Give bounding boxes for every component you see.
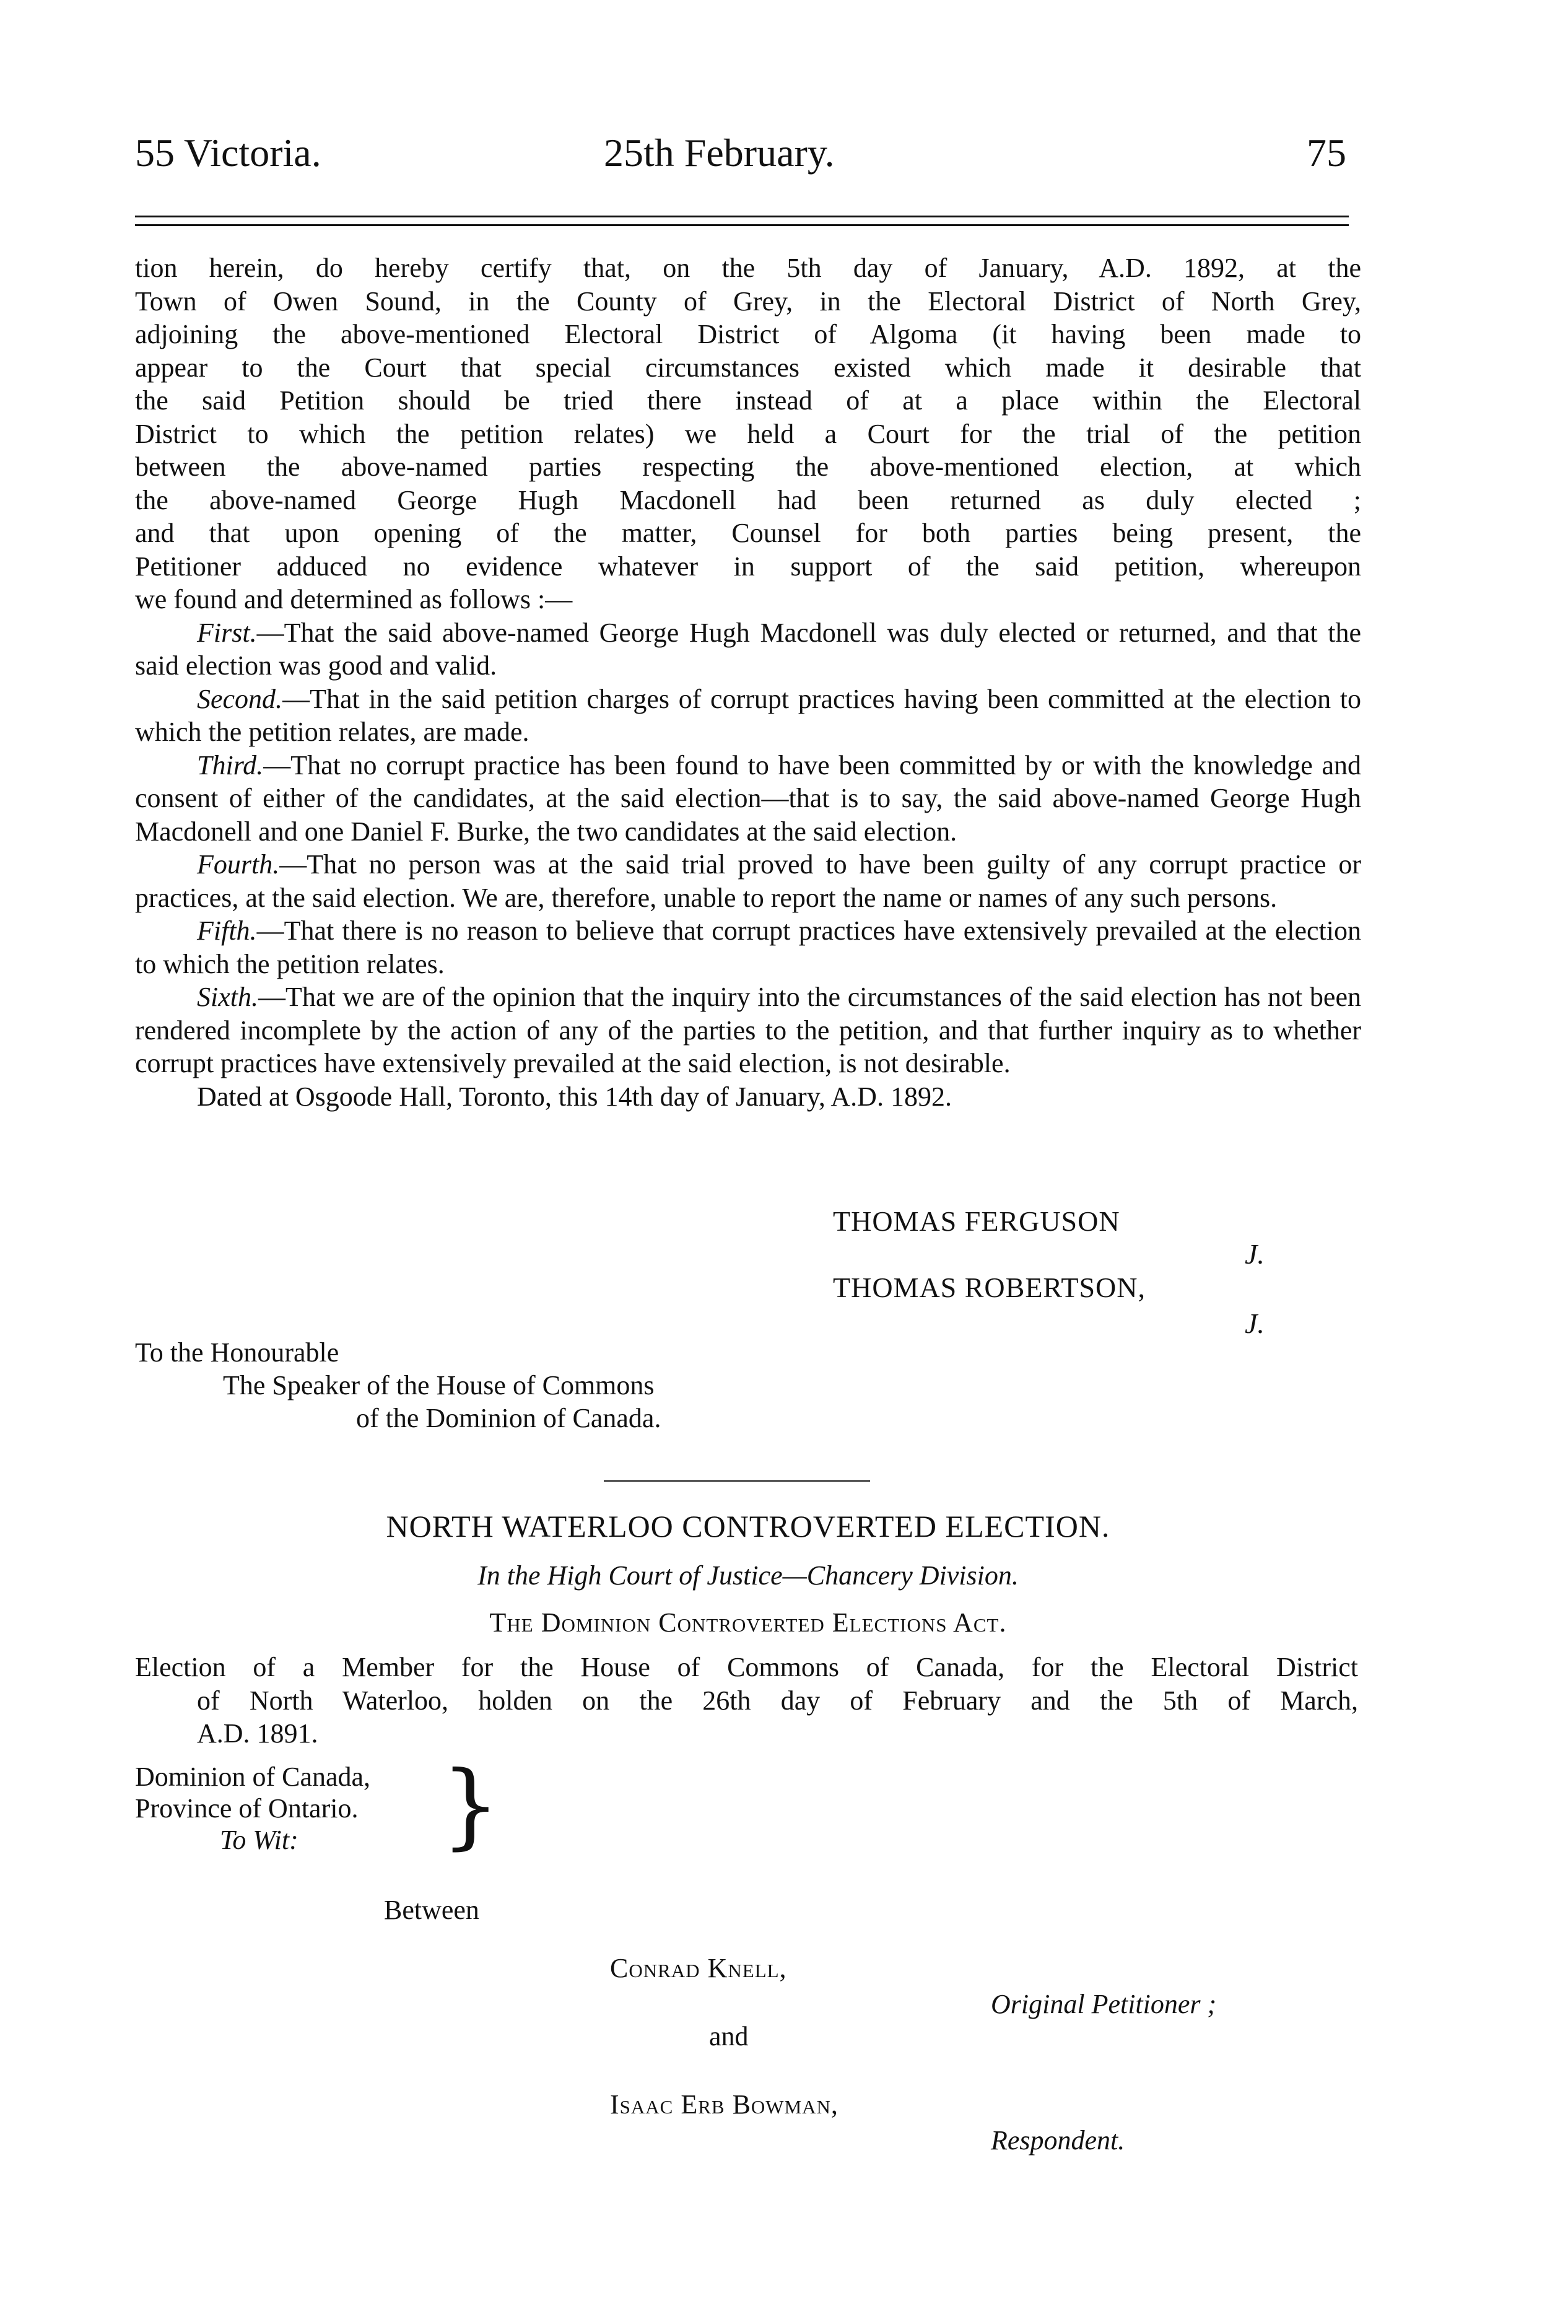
address-line-1: To the Honourable [135,1337,339,1368]
between-label: Between [384,1895,479,1925]
finding-text: —That in the said petition charges of corrupt practices having been committed at the election to which the petition relates, are made. [135,683,1361,747]
text-line: between the above-named parties respecting the above-mentioned election, at which [135,452,1361,482]
address-line-3: of the Dominion of Canada. [356,1403,661,1433]
continuation-paragraph [135,251,1361,616]
finding-text: —That there is no reason to believe that corrupt practices have extensively prevailed at the election to which the petition relates. [135,915,1361,979]
petitioner-name: Conrad Knell, [610,1953,787,1983]
text-line: Petitioner adduced no evidence whatever in support of the said petition, whereupon [135,551,1361,582]
header-date: 25th February. [604,131,835,175]
finding-text: —That no corrupt practice has been found to have been committed by or with the knowledge and consent of either of the candidates, at the said election—that is to say, the said above-named George Hugh Macdonell and one Daniel F. Burke, the two candidates at the said election. [135,749,1361,847]
signature-ferguson-title: J. [1245,1238,1265,1270]
election-line-1: Election of a Member for the House of Commons of Canada, for the Electoral District [135,1652,1358,1682]
finding-fifth [135,914,1361,981]
text-line: District to which the petition relates) we held a Court for the trial of the petition [135,418,1361,449]
signature-robertson: THOMAS ROBERTSON, [833,1272,1146,1303]
right-brace-icon: } [441,1752,500,1859]
finding-second [135,683,1361,749]
header-page-number: 75 [1307,131,1346,175]
respondent-name: Isaac Erb Bowman, [610,2089,838,2120]
finding-text: —That we are of the opinion that the inquiry into the circumstances of the said election has not been rendered incomplete by the action of any of the parties to the petition, and that further inquiry as to whether corrupt practices have extensively prevailed at the said election, is not desirable. [135,982,1361,1078]
finding-first [135,616,1361,683]
court-heading: In the High Court of Justice—Chancery Division. [477,1560,1019,1591]
petitioner-role: Original Petitioner ; [991,1989,1217,2019]
text-line: appear to the Court that special circumstances existed which made it desirable that [135,352,1361,383]
finding-label: Second. [197,683,283,714]
text-line: tion herein, do hereby certify that, on the 5th day of January, A.D. 1892, at the [135,253,1361,283]
finding-label: Fourth. [197,849,280,880]
section-title: NORTH WATERLOO CONTROVERTED ELECTION. [386,1509,1110,1544]
text-line: adjoining the above-mentioned Electoral District of Algoma (it having been made to [135,319,1361,349]
text-line: the said Petition should be tried there instead of at a place within the Electoral [135,385,1361,416]
header-volume: 55 Victoria. [135,131,321,175]
act-heading: The Dominion Controverted Elections Act. [489,1607,1007,1638]
signature-ferguson: THOMAS FERGUSON [833,1205,1120,1237]
finding-label: Third. [197,749,264,780]
jurisdiction-province: Province of Ontario. [135,1793,359,1824]
finding-label: First. [197,617,257,648]
text-line: we found and determined as follows :— [135,584,573,614]
finding-text: —That the said above-named George Hugh Macdonell was duly elected or returned, and that the said election was good and valid. [135,617,1361,681]
text-line: and that upon opening of the matter, Counsel for both parties being present, the [135,518,1361,548]
header-rule-bottom [135,224,1349,226]
jurisdiction-to-wit: To Wit: [220,1825,298,1855]
address-line-2: The Speaker of the House of Commons [223,1370,655,1400]
certificate-body [135,251,1361,1113]
finding-third [135,749,1361,849]
election-line-2: of North Waterloo, holden on the 26th day of February and the 5th of March, [197,1685,1358,1716]
dated-line: Dated at Osgoode Hall, Toronto, this 14th day of January, A.D. 1892. [197,1081,952,1112]
finding-label: Fifth. [197,915,257,946]
respondent-role: Respondent. [991,2125,1125,2156]
finding-label: Sixth. [197,982,258,1012]
jurisdiction-dominion: Dominion of Canada, [135,1762,371,1792]
header-rule-top [135,216,1349,217]
election-line-3: A.D. 1891. [197,1718,318,1749]
text-line: Town of Owen Sound, in the County of Grey, in the Electoral District of North Grey, [135,286,1361,317]
finding-fourth [135,848,1361,914]
finding-text: —That no person was at the said trial proved to have been guilty of any corrupt practice or practices, at the said election. We are, therefore, unable to report the name or names of any such persons. [135,849,1361,913]
finding-sixth [135,981,1361,1080]
election-paragraph [135,1651,1358,1750]
signature-robertson-title: J. [1245,1308,1265,1339]
section-divider [604,1480,870,1482]
text-line: the above-named George Hugh Macdonell had been returned as duly elected ; [135,484,1361,515]
and-label: and [709,2021,749,2051]
